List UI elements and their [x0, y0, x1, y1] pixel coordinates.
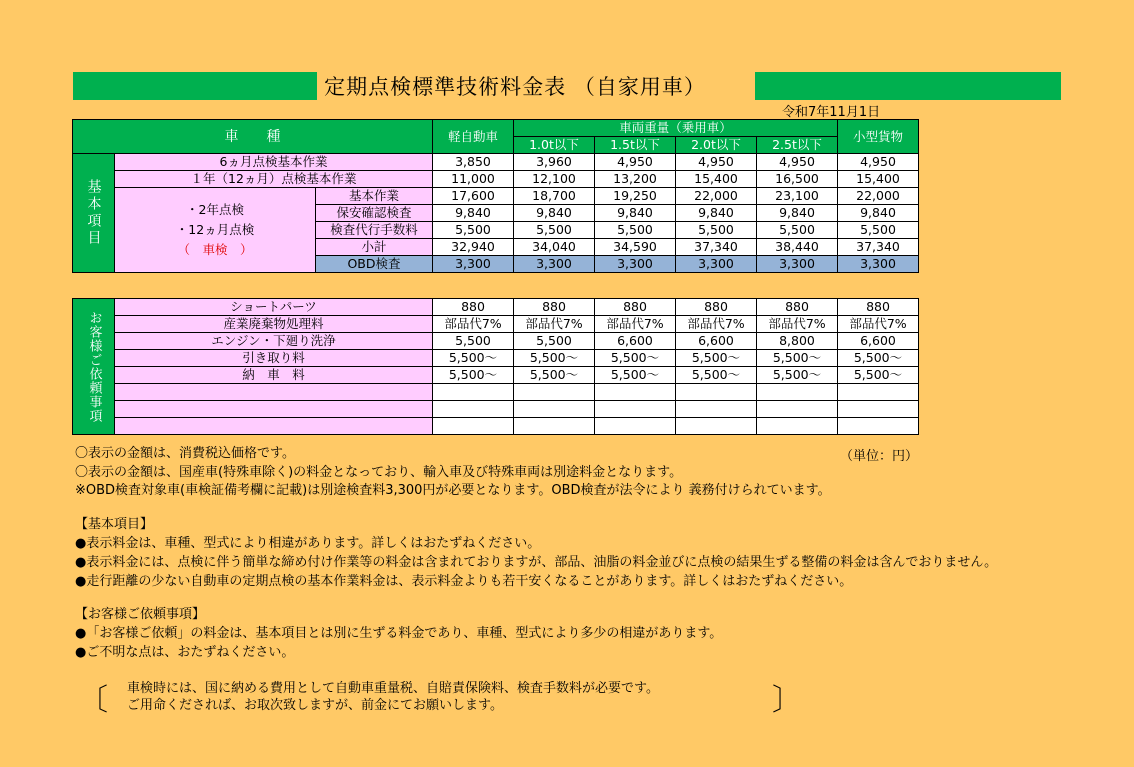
empty-cell — [838, 418, 919, 435]
table-cell: 880 — [676, 299, 757, 316]
table-cell: 5,500～ — [595, 367, 676, 384]
table-cell: 3,300 — [676, 256, 757, 273]
empty-cell — [433, 401, 514, 418]
table-cell: 5,500～ — [838, 350, 919, 367]
weight-group-header: 車両重量（乗用車） — [514, 120, 838, 137]
table-cell: 9,840 — [514, 205, 595, 222]
table-cell: 3,300 — [514, 256, 595, 273]
sub-row-label: 基本作業 — [316, 188, 433, 205]
general-notes — [75, 445, 831, 501]
row-label: ショートパーツ — [115, 299, 433, 316]
table-cell: 8,800 — [757, 333, 838, 350]
shaken-label-line: （ 車検 ） — [177, 242, 253, 257]
empty-cell — [514, 401, 595, 418]
table-cell: 11,000 — [433, 171, 514, 188]
table-cell: 3,300 — [757, 256, 838, 273]
table-cell: 5,500～ — [433, 350, 514, 367]
table-cell: 880 — [595, 299, 676, 316]
basic-items-notes — [75, 515, 997, 591]
empty-row-label — [115, 418, 433, 435]
table-cell: 19,250 — [595, 188, 676, 205]
table-cell: 3,300 — [595, 256, 676, 273]
table-cell: 34,040 — [514, 239, 595, 256]
shaken-label-line: ・2年点検 — [186, 202, 244, 217]
empty-cell — [433, 418, 514, 435]
table-cell: 5,500～ — [757, 367, 838, 384]
row-label: 引き取り料 — [115, 350, 433, 367]
row-label: 納 車 料 — [115, 367, 433, 384]
table-cell: 5,500～ — [433, 367, 514, 384]
row-label: 6ヵ月点検基本作業 — [115, 154, 433, 171]
table-cell: 部品代7% — [433, 316, 514, 333]
table-cell: 5,500～ — [514, 367, 595, 384]
table-cell: 5,500～ — [757, 350, 838, 367]
table-cell: 3,300 — [838, 256, 919, 273]
table-cell: 880 — [757, 299, 838, 316]
table-cell: 9,840 — [838, 205, 919, 222]
table-cell: 5,500 — [433, 222, 514, 239]
table-cell: 16,500 — [757, 171, 838, 188]
right-bracket: 〕 — [772, 683, 802, 718]
table-cell: 部品代7% — [757, 316, 838, 333]
notice-line: ご用命くだされば、お取次致しますが、前金にてお願いします。 — [127, 698, 503, 713]
table-cell: 15,400 — [676, 171, 757, 188]
table-cell: 5,500 — [514, 333, 595, 350]
table-cell: 5,500 — [838, 222, 919, 239]
note-line: ●表示料金には、点検に伴う簡単な締め付け作業等の料金は含まれておりますが、部品、油脂の料金並びに点検の結果生ずる整備の料金は含んでおりません。 — [75, 555, 998, 570]
note-line: ●走行距離の少ない自動車の定期点検の基本作業料金は、表示料金よりも若干安くなることがあります。詳しくはおたずねください。 — [75, 574, 853, 589]
empty-cell — [595, 384, 676, 401]
note-line: ※OBD検査対象車(車検証備考欄に記載)は別途検査料3,300円が必要となります。OBD検査が法令により 義務付けられています。 — [75, 483, 831, 498]
table-cell: 15,400 — [838, 171, 919, 188]
table-cell: 部品代7% — [676, 316, 757, 333]
table-cell: 部品代7% — [595, 316, 676, 333]
car-type-header: 車 種 — [73, 120, 433, 154]
table-cell: 4,950 — [838, 154, 919, 171]
table-cell: 6,600 — [595, 333, 676, 350]
weight-col-header: 2.5t以下 — [757, 137, 838, 154]
empty-cell — [433, 384, 514, 401]
table-cell: 5,500～ — [838, 367, 919, 384]
table-cell: 4,950 — [676, 154, 757, 171]
empty-cell — [757, 401, 838, 418]
customer-request-notes — [75, 605, 722, 662]
issue-date: 令和7年11月1日 — [782, 105, 881, 120]
table-cell: 22,000 — [838, 188, 919, 205]
row-label: 産業廃棄物処理料 — [115, 316, 433, 333]
table-cell: 5,500 — [676, 222, 757, 239]
table-cell: 6,600 — [676, 333, 757, 350]
sub-row-label: 小計 — [316, 239, 433, 256]
sub-row-label: 保安確認検査 — [316, 205, 433, 222]
empty-cell — [595, 401, 676, 418]
basic-items-side-label: 基本項目 — [73, 154, 115, 273]
empty-row-label — [115, 401, 433, 418]
table-cell: 6,600 — [838, 333, 919, 350]
table-cell: 34,590 — [595, 239, 676, 256]
table-cell: 17,600 — [433, 188, 514, 205]
shaken-label — [115, 188, 316, 273]
table-cell: 4,950 — [595, 154, 676, 171]
left-bracket: 〔 — [78, 683, 108, 718]
table-cell: 12,100 — [514, 171, 595, 188]
table-cell: 4,950 — [757, 154, 838, 171]
note-line: ●表示料金は、車種、型式により相違があります。詳しくはおたずねください。 — [75, 536, 541, 551]
empty-cell — [838, 384, 919, 401]
obd-row-label: OBD検査 — [316, 256, 433, 273]
row-label: １年（12ヵ月）点検基本作業 — [115, 171, 433, 188]
section-heading: 【基本項目】 — [75, 517, 154, 532]
note-line: ●「お客様ご依頼」の料金は、基本項目とは別に生ずる料金であり、車種、型式により多少の相違があります。 — [75, 626, 723, 641]
unit-label: （単位：円） — [840, 449, 919, 464]
weight-col-header: 1.5t以下 — [595, 137, 676, 154]
table-cell: 23,100 — [757, 188, 838, 205]
table-cell: 5,500～ — [595, 350, 676, 367]
empty-row-label — [115, 384, 433, 401]
empty-cell — [676, 384, 757, 401]
table-cell: 部品代7% — [514, 316, 595, 333]
note-line: ●ご不明な点は、おたずねください。 — [75, 645, 295, 660]
table-cell: 37,340 — [676, 239, 757, 256]
table-cell: 37,340 — [838, 239, 919, 256]
note-line: 〇表示の金額は、国産車(特殊車除く)の料金となっており、輸入車及び特殊車両は別途料金となります。 — [75, 464, 683, 480]
basic-fee-table — [72, 119, 919, 273]
shaken-cost-notice — [127, 680, 659, 714]
weight-col-header: 2.0t以下 — [676, 137, 757, 154]
table-cell: 5,500～ — [676, 350, 757, 367]
table-cell: 5,500 — [433, 333, 514, 350]
table-cell: 880 — [514, 299, 595, 316]
table-cell: 13,200 — [595, 171, 676, 188]
title-bar-left — [73, 72, 317, 100]
table-cell: 880 — [838, 299, 919, 316]
shaken-label-line: ・12ヵ月点検 — [175, 222, 255, 237]
customer-request-table — [72, 298, 919, 435]
empty-cell — [514, 384, 595, 401]
table-cell: 5,500 — [595, 222, 676, 239]
table-cell: 9,840 — [676, 205, 757, 222]
table-cell: 3,960 — [514, 154, 595, 171]
table-cell: 9,840 — [433, 205, 514, 222]
table-cell: 18,700 — [514, 188, 595, 205]
table-cell: 5,500 — [514, 222, 595, 239]
table-cell: 9,840 — [757, 205, 838, 222]
empty-cell — [757, 384, 838, 401]
section-heading: 【お客様ご依頼事項】 — [75, 607, 206, 622]
table-cell: 5,500～ — [676, 367, 757, 384]
notice-line: 車検時には、国に納める費用として自動車重量税、自賠責保険料、検査手数料が必要です。 — [127, 681, 659, 696]
table-cell: 880 — [433, 299, 514, 316]
sub-row-label: 検査代行手数料 — [316, 222, 433, 239]
empty-cell — [595, 418, 676, 435]
empty-cell — [514, 418, 595, 435]
empty-cell — [838, 401, 919, 418]
table-cell: 22,000 — [676, 188, 757, 205]
note-line: 〇表示の金額は、消費税込価格です。 — [75, 446, 295, 461]
page-title: 定期点検標準技術料金表 （自家用車） — [324, 75, 706, 99]
table-cell: 3,300 — [433, 256, 514, 273]
empty-cell — [676, 418, 757, 435]
table-cell: 3,850 — [433, 154, 514, 171]
row-label: エンジン・下廻り洗浄 — [115, 333, 433, 350]
customer-request-side-label: お客様ご依頼事項 — [73, 299, 115, 435]
kei-header: 軽自動車 — [433, 120, 514, 154]
small-cargo-header: 小型貨物 — [838, 120, 919, 154]
empty-cell — [757, 418, 838, 435]
table-cell: 5,500 — [757, 222, 838, 239]
table-cell: 38,440 — [757, 239, 838, 256]
table-cell: 9,840 — [595, 205, 676, 222]
table-cell: 部品代7% — [838, 316, 919, 333]
title-bar-right — [755, 72, 1061, 100]
weight-col-header: 1.0t以下 — [514, 137, 595, 154]
empty-cell — [676, 401, 757, 418]
table-cell: 32,940 — [433, 239, 514, 256]
table-cell: 5,500～ — [514, 350, 595, 367]
